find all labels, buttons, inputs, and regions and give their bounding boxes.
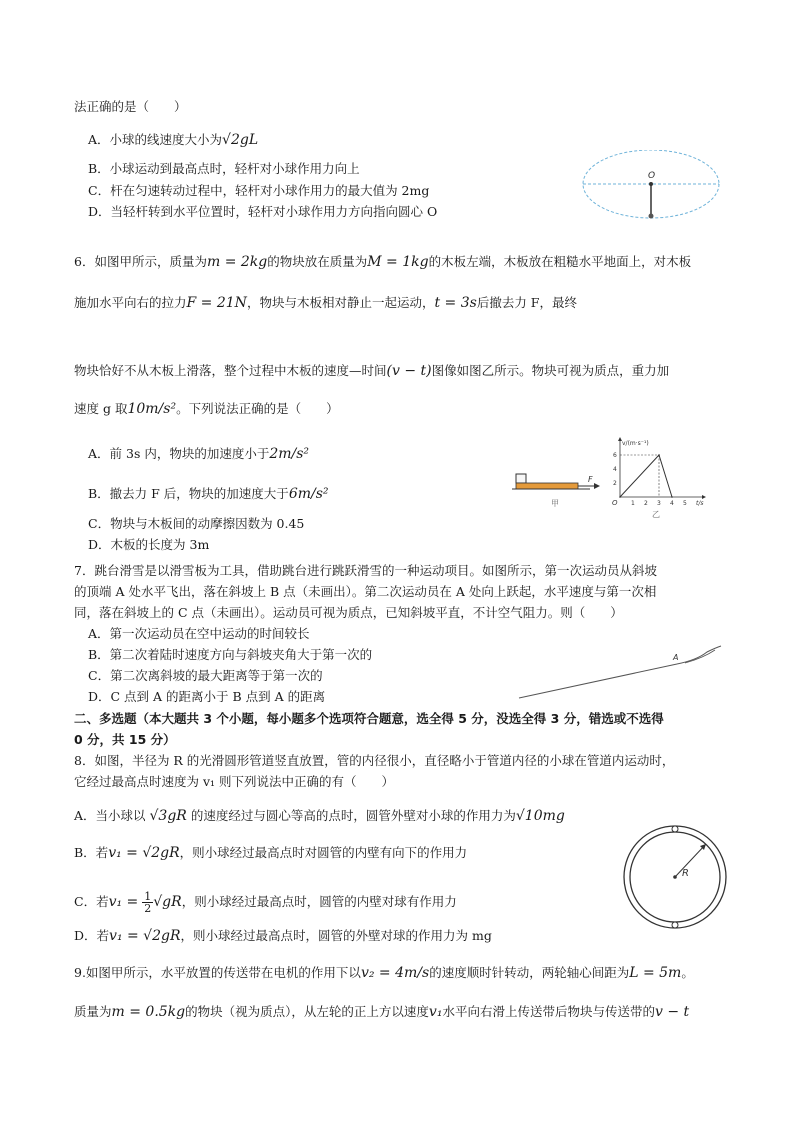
vt-series-line [620,455,672,497]
q6-l2-math2: t = 3s [434,295,477,311]
q6-l3-math1: (v − t) [386,363,432,379]
q8-option-a-text2: 的速度经过与圆心等高的点时，圆管外壁对小球的作用力为 [190,808,516,823]
vt-x-axis-arrow [702,495,706,499]
q6-option-b[interactable] [88,486,329,502]
q9-l2-math2: v₁ [428,1004,443,1020]
q6-option-a-text: A．前 3s 内，物块的加速度小于 [88,446,270,461]
vt-origin: O [612,499,618,507]
q6-l1-math2: M = 1kg [367,254,429,270]
vt-data-point [658,454,660,456]
q7-option-a[interactable]: A．第一次运动员在空中运动的时间较长 [88,626,310,641]
q8-option-a-math1: √3gR [149,808,187,824]
q8-option-c[interactable] [74,891,457,914]
q6-l1-math1: m = 2kg [206,254,268,270]
vt-y-tick-label: 2 [613,480,617,487]
vt-data-point [619,496,621,498]
section2-heading-line2: 0 分，共 15 分） [74,732,176,747]
q6-option-d[interactable]: D．木板的长度为 3m [88,537,210,552]
vt-x-tick-label: 3 [657,500,661,507]
q5-option-a-text: A．小球的线速度大小为 [88,132,223,147]
q9-l2-b: 的物块（视为质点），从左轮的正上方以速度 [185,1004,429,1019]
q7-figure-ski-slope [515,640,725,702]
q7-stem-line1: 7．跳台滑雪是以滑雪板为工具，借助跳台进行跳跃滑雪的一种运动项目。如图所示，第一次运动员从斜坡 [74,563,657,578]
q9-l2-c: 水平向右滑上传送带后物块与传送带的 [442,1004,655,1019]
vt-x-label: t/s [696,500,704,507]
q6-l4-a: 速度 g 取 [74,401,128,416]
q8-figure-label-r: R [682,868,689,879]
q6-jia-caption: 甲 [551,499,559,508]
q6-option-a[interactable] [88,446,309,462]
q6-l3-a: 物块恰好不从木板上滑落，整个过程中木板的速度—时间 [74,363,387,378]
q6-jia-force-label: F [588,475,593,484]
vt-y-tick-label: 4 [613,466,617,473]
q7-figure-label-a: A [673,653,679,662]
vt-x-tick-label: 5 [683,500,687,507]
q6-l1-b: 的物块放在质量为 [267,254,368,269]
q6-option-c[interactable]: C．物块与木板间的动摩擦因数为 0.45 [88,516,305,531]
q8-option-d[interactable] [74,928,492,944]
vt-x-tick-label: 2 [644,500,648,507]
q8-option-c-text2: ，则小球经过最高点时，圆管的内壁对球有作用力 [181,894,457,909]
q6-l2-math1: F = 21N [186,295,247,311]
q6-option-b-math: 6m/s² [288,486,329,502]
q8-option-d-text1: D．若 [74,928,110,943]
q6-figure-yi-vt-chart [608,437,708,519]
q8-option-c-num: 1 [144,890,152,903]
q9-stem-line2 [74,1004,689,1020]
q6-stem-line4 [74,401,339,417]
vt-x-tick-label: 1 [631,500,635,507]
q8-option-c-den: 2 [144,902,152,915]
q6-l2-a: 施加水平向右的拉力 [74,295,187,310]
q5-option-a-math: √2gL [222,132,259,148]
q5-option-a[interactable] [88,132,258,148]
q9-l1-math2: L = 5m [629,965,682,981]
q9-l1-b: 的速度顺时针转动，两轮轴心间距为 [429,965,630,980]
q6-l2-b: ，物块与木板相对静止一起运动， [246,295,435,310]
q7-option-b[interactable]: B．第二次着陆时速度方向与斜坡夹角大于第一次的 [88,647,373,662]
q5-stem: 法正确的是（ ） [74,99,187,114]
q6-l4-b: 。下列说法正确的是（ ） [176,401,339,416]
q8-stem-line1: 8．如图，半径为 R 的光滑圆形管道竖直放置，管的内径很小，直径略小于管道内径的小球在管道内运动时， [74,753,675,768]
q8-option-c-fraction [142,891,153,914]
q8-option-b[interactable] [74,845,467,861]
vt-data-point [671,496,673,498]
q6-l2-c: 后撤去力 F，最终 [476,295,577,310]
q6-stem-line1 [74,254,691,270]
q6-option-a-math: 2m/s² [269,446,310,462]
q6-figure-jia [512,470,602,510]
q9-l2-math1: m = 0.5kg [111,1004,186,1020]
q8-option-b-text2: ，则小球经过最高点时对圆管的内壁有向下的作用力 [179,845,468,860]
q9-l1-math1: v₂ = 4m/s [360,965,430,981]
q6-l3-b: 图像如图乙所示。物块可视为质点，重力加 [431,363,670,378]
q8-option-b-math: v₁ = √2gR [108,845,180,861]
q6-stem-line2 [74,295,577,311]
q8-option-c-math0: v₁ = [108,894,139,910]
vt-y-tick-label: 6 [613,452,617,459]
q8-stem-line2: 它经过最高点时速度为 v₁ 则下列说法中正确的有（ ） [74,774,395,789]
q9-l2-a: 质量为 [74,1004,112,1019]
section2-heading-line1: 二、多选题（本大题共 3 个小题，每小题多个选项符合题意，选全得 5 分，没选全得 3 分，错选或不选得 [74,711,664,726]
q8-option-d-math: v₁ = √2gR [109,928,181,944]
q8-option-a-math2: √10mg [515,808,565,824]
q8-option-c-text1: C．若 [74,894,109,909]
q6-l4-math1: 10m/s² [127,401,177,417]
q5-option-d[interactable]: D．当轻杆转到水平位置时，轻杆对小球作用力方向指向圆心 O [88,204,438,219]
q5-option-b[interactable]: B．小球运动到最高点时，轻杆对小球作用力向上 [88,161,360,176]
q5-figure-label-o: O [648,171,656,181]
q6-l1-a: 6．如图甲所示，质量为 [74,254,207,269]
q5-figure-rod-circle [578,150,728,235]
q9-l1-a: 9.如图甲所示，水平放置的传送带在电机的作用下以 [74,965,361,980]
q8-option-a[interactable] [74,808,565,824]
q8-option-c-math1: √gR [153,894,182,910]
vt-y-label: v/(m·s⁻¹) [622,440,649,447]
q7-option-c[interactable]: C．第二次离斜坡的最大距离等于第一次的 [88,668,323,683]
q8-figure-tube-circle [620,822,730,932]
q9-stem-line1 [74,965,694,981]
q8-option-d-text2: ，则小球经过最高点时，圆管的外壁对球的作用力为 mg [180,928,492,943]
q9-l1-c: 。 [681,965,694,980]
vt-x-tick-label: 4 [670,500,674,507]
q6-yi-caption: 乙 [652,510,660,519]
q8-option-b-text1: B．若 [74,845,109,860]
q6-stem-line3 [74,363,669,379]
q9-l2-math3: v − t [654,1004,690,1020]
q6-option-b-text: B．撤去力 F 后，物块的加速度大于 [88,486,289,501]
q8-option-a-text1: A．当小球以 [74,808,146,823]
q5-option-c[interactable]: C．杆在匀速转动过程中，轻杆对小球作用力的最大值为 2mg [88,183,430,198]
q6-l1-c: 的木板左端，木板放在粗糙水平地面上，对木板 [428,254,692,269]
q7-stem-line2: 的顶端 A 处水平飞出，落在斜坡上 B 点（未画出）。第二次运动员在 A 处向上跃起，水平速度与第一次相 [74,584,657,599]
q7-option-d[interactable]: D．C 点到 A 的距离小于 B 点到 A 的距离 [88,689,326,704]
q7-stem-line3: 同，落在斜坡上的 C 点（未画出）。运动员可视为质点，已知斜坡平直，不计空气阻力。则（ ） [74,605,623,620]
